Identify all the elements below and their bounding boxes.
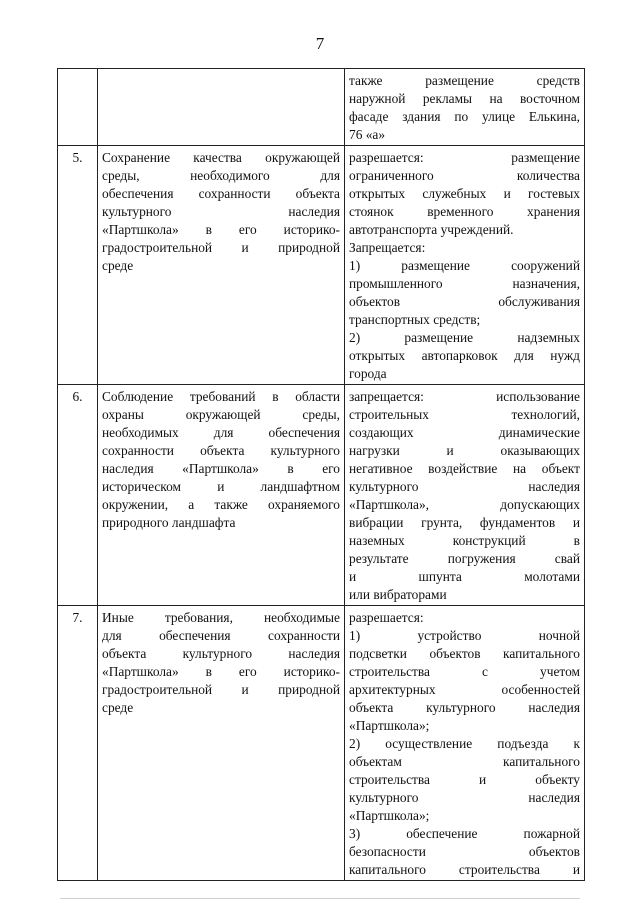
requirement-cell [98,69,345,146]
requirement-cell-line: природного ландшафта [102,515,236,530]
page-number: 7 [315,34,325,53]
regulation-cell-line: подсветки объектов капитального [349,646,580,661]
regulation-cell-line: строительства и объекту [349,772,580,787]
regulation-cell-line: 2) осуществление подъезда к [349,736,580,751]
regulation-cell-line: объектов обслуживания [349,294,580,309]
requirement-cell-line: наследия «Партшкола» в его [102,461,340,476]
requirement-cell-line: Соблюдение требований в области [102,389,340,404]
regulation-cell-line: строительных технологий, [349,407,580,422]
table-row [58,69,585,146]
regulation-cell-line: капитального строительства и [349,862,580,877]
regulation-cell [345,606,585,881]
regulation-cell-line: разрешается: [349,610,424,625]
requirement-cell-line: объекта культурного наследия [102,646,340,661]
requirement-cell-line: охраны окружающей среды, [102,407,340,422]
requirement-cell-line: Иные требования, необходимые [102,610,340,625]
requirement-cell [98,385,345,606]
regulation-cell-line: культурного наследия [349,790,580,805]
requirement-cell-line: среде [102,258,134,273]
regulation-cell [345,385,585,606]
requirement-cell-line: историческом и ландшафтном [102,479,340,494]
regulation-cell-line: промышленного назначения, [349,276,580,291]
regulations-table [57,68,585,881]
requirement-cell-line: обеспечения сохранности объекта [102,186,340,201]
regulation-cell-line: 76 «а» [349,127,386,142]
requirement-cell-line: «Партшкола» в его историко- [102,222,340,237]
requirement-cell-line: Сохранение качества окружающей [102,150,340,165]
regulation-cell-line: негативное воздействие на объект [349,461,580,476]
regulation-cell-line: открытых служебных и гостевых [349,186,580,201]
regulation-cell-line: «Партшкола»; [349,808,430,823]
regulation-cell-line: наружной рекламы на восточном [349,91,580,106]
regulation-cell-line: Запрещается: [349,240,426,255]
row-number: 7. [58,606,98,881]
regulation-cell-line: 1) устройство ночной [349,628,580,643]
regulation-cell-line: или вибраторами [349,587,447,602]
table-row [58,146,585,385]
requirement-cell-line: необходимых для обеспечения [102,425,340,440]
regulation-cell [345,69,585,146]
regulation-cell-line: открытых автопарковок для нужд [349,348,580,363]
regulation-cell-line: архитектурных особенностей [349,682,580,697]
row-number: 6. [58,385,98,606]
regulation-cell-line: фасаде здания по улице Елькина, [349,109,580,124]
table-row [58,385,585,606]
table-row [58,606,585,881]
requirement-cell-line: среде [102,700,134,715]
regulation-cell-line: ограниченного количества [349,168,580,183]
regulation-cell-line: 3) обеспечение пожарной [349,826,580,841]
regulation-cell-line: наземных конструкций в [349,533,580,548]
regulation-cell [345,146,585,385]
requirement-cell [98,146,345,385]
regulation-cell-line: культурного наследия [349,479,580,494]
page-bottom-divider [60,898,580,899]
requirement-cell-line: «Партшкола» в его историко- [102,664,340,679]
requirement-cell-line: градостроительной и природной [102,682,340,697]
regulation-cell-line: запрещается: использование [349,389,580,404]
regulation-cell-line: объекта культурного наследия [349,700,580,715]
row-number [58,69,98,146]
regulation-cell-line: разрешается: размещение [349,150,580,165]
regulation-cell-line: безопасности объектов [349,844,580,859]
regulation-cell-line: автотранспорта учреждений. [349,222,514,237]
regulation-cell-line: транспортных средств; [349,312,481,327]
requirement-cell-line: сохранности объекта культурного [102,443,340,458]
regulation-cell-line: нагрузки и оказывающих [349,443,580,458]
regulation-cell-line: создающих динамические [349,425,580,440]
requirement-cell [98,606,345,881]
regulation-cell-line: стоянок временного хранения [349,204,580,219]
row-number: 5. [58,146,98,385]
requirement-cell-line: среды, необходимого для [102,168,340,183]
regulation-cell-line: вибрации грунта, фундаментов и [349,515,580,530]
regulation-cell-line: 2) размещение надземных [349,330,580,345]
regulation-cell-line: «Партшкола»; [349,718,430,733]
regulation-cell-line: и шпунта молотами [349,569,580,584]
regulation-cell-line: 1) размещение сооружений [349,258,580,273]
regulation-cell-line: «Партшкола», допускающих [349,497,580,512]
requirement-cell-line: градостроительной и природной [102,240,340,255]
regulation-cell-line: объектам капитального [349,754,580,769]
requirement-cell-line: окружении, а также охраняемого [102,497,340,512]
regulation-cell-line: строительства с учетом [349,664,580,679]
regulation-cell-line: города [349,366,387,381]
requirement-cell-line: для обеспечения сохранности [102,628,340,643]
requirement-cell-line: культурного наследия [102,204,340,219]
regulation-cell-line: результате погружения свай [349,551,580,566]
regulation-cell-line: также размещение средств [349,73,580,88]
